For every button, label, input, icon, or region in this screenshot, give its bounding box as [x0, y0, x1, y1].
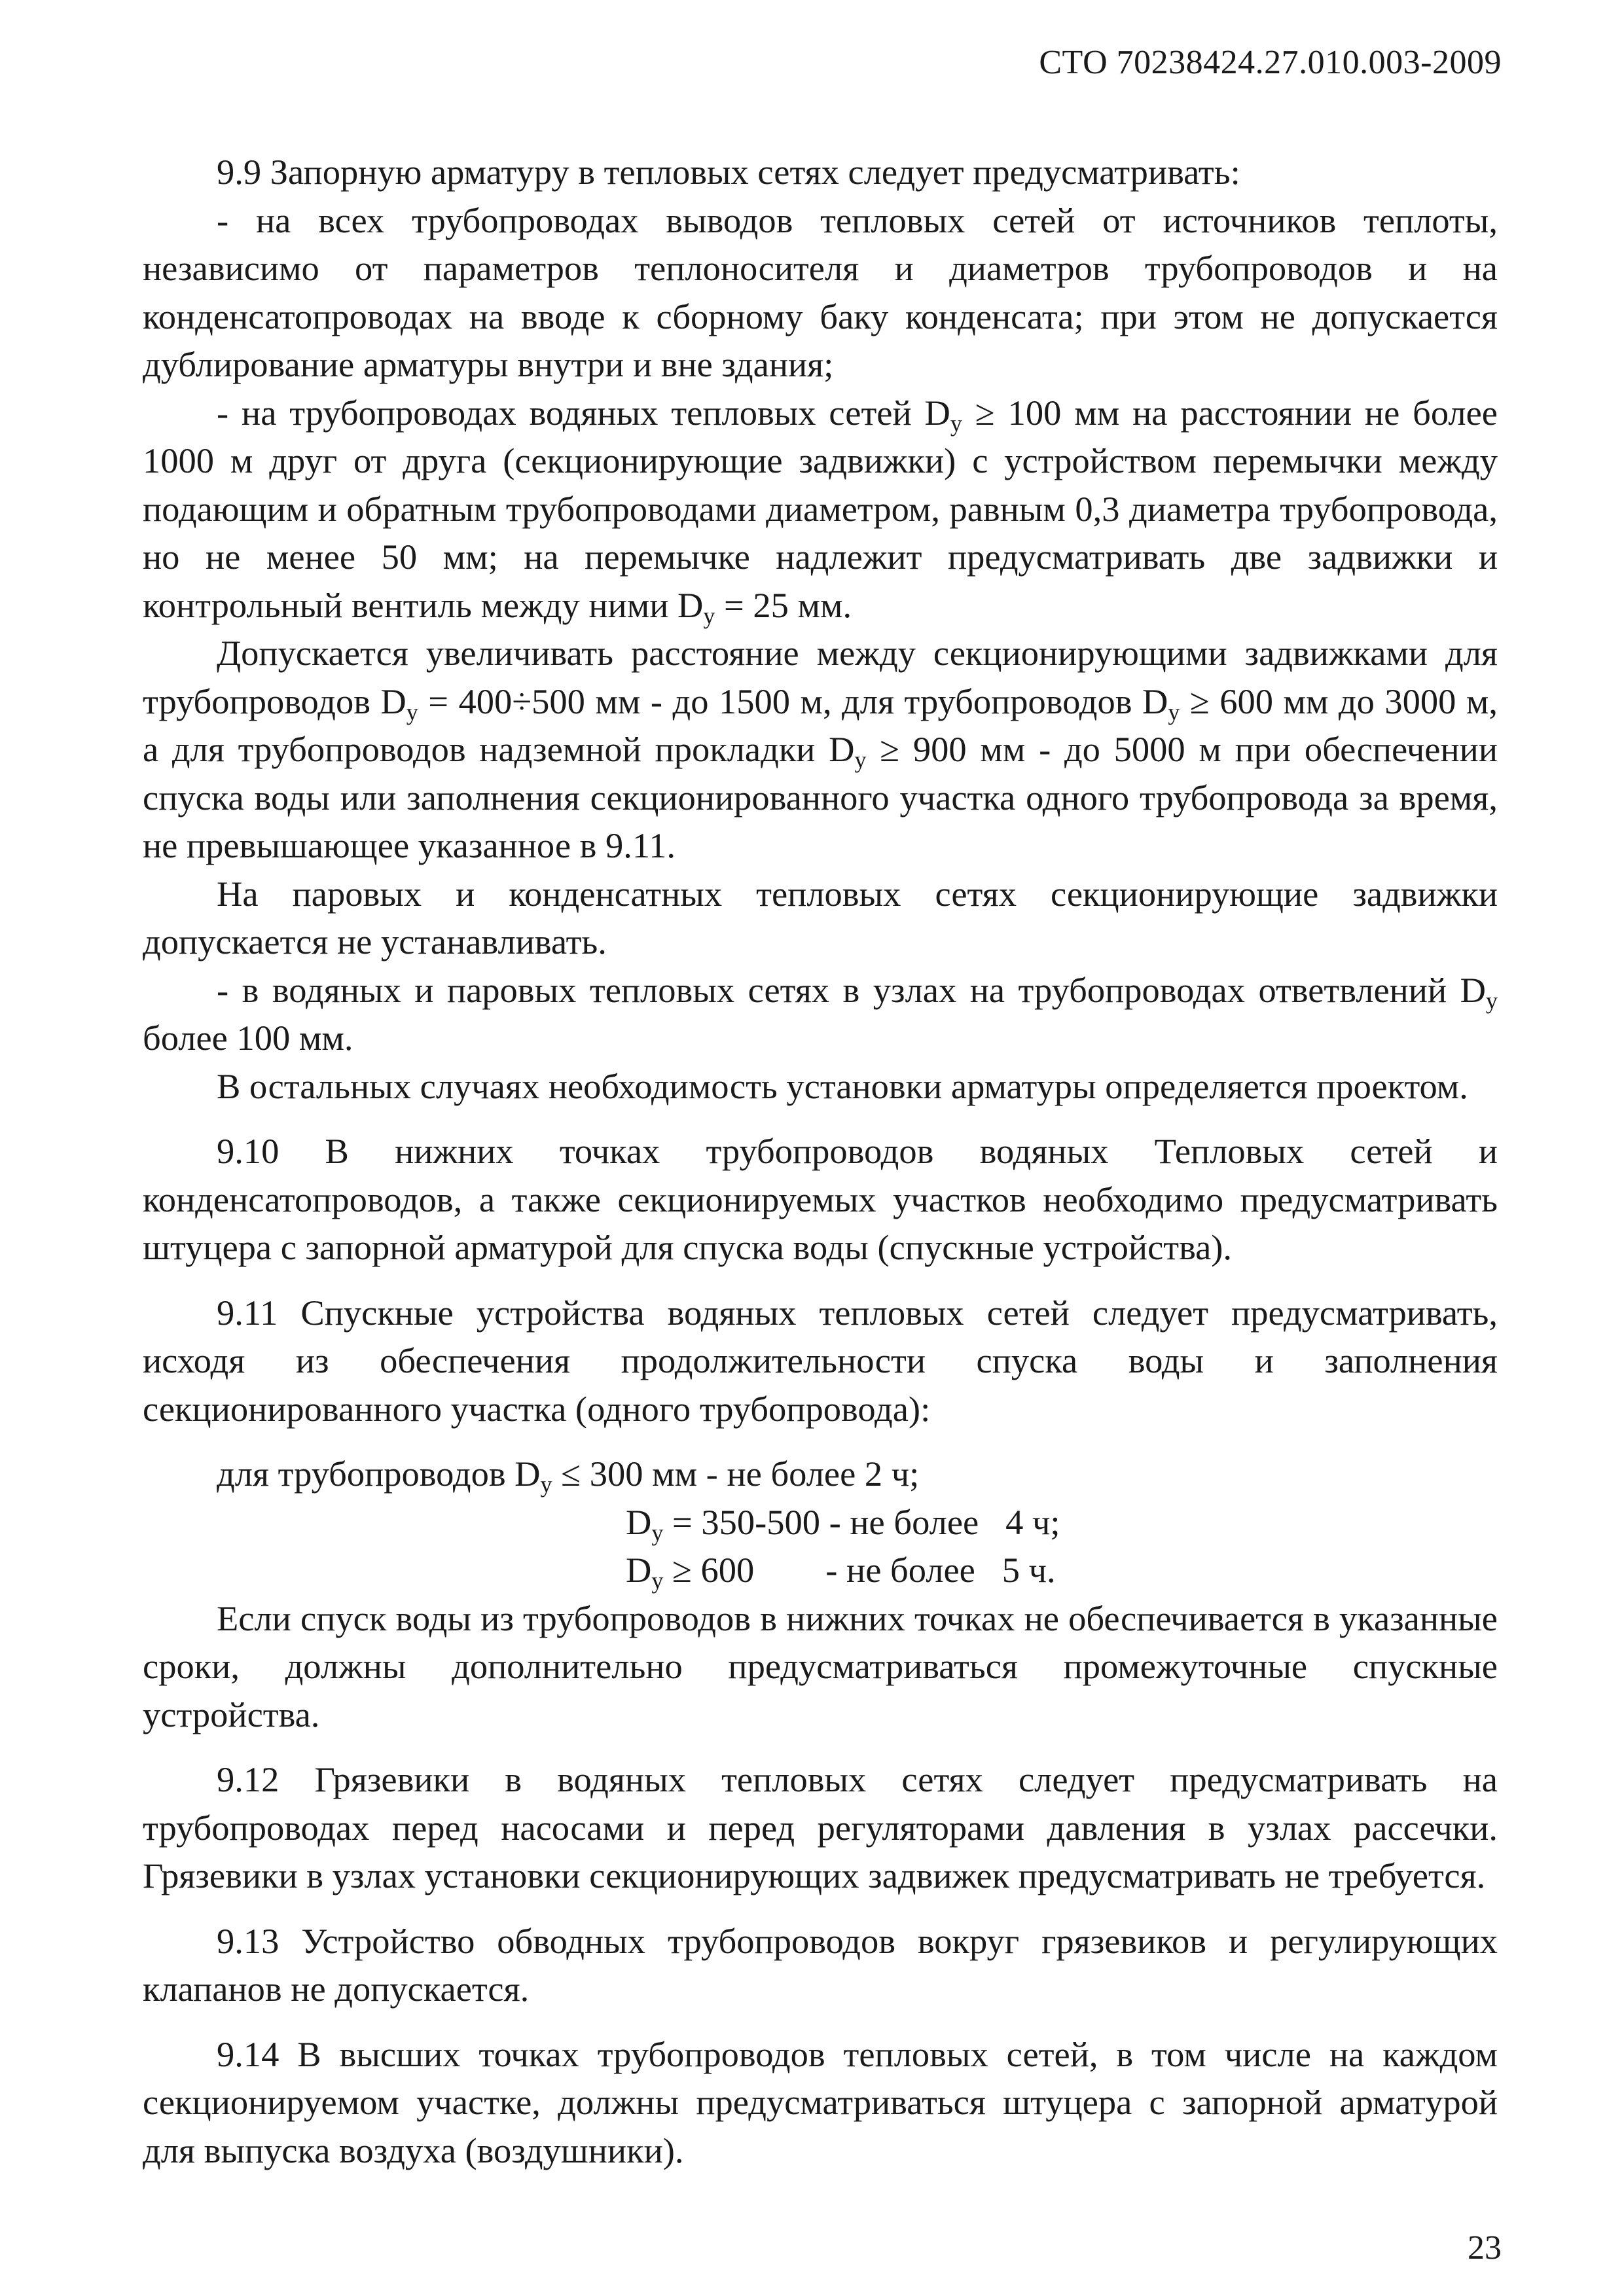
section-9-13: 9.13 Устройство обводных трубопроводов вокруг грязевиков и регулирующих клапанов не допускается. — [143, 1920, 1498, 2009]
section-9-9-title: 9.9 Запорную арматуру в тепловых сетях следует предусматривать: — [217, 152, 1240, 192]
subscript-y: у — [854, 747, 867, 774]
subscript-y: у — [651, 1568, 664, 1594]
text-segment: = 400÷500 мм - до 1500 м, для трубопроводов D — [418, 681, 1168, 721]
section-9-11: 9.11 Спускные устройства водяных тепловых сетей следует предусматривать, исходя из обеспечения продолжительности спуска воды и заполнения секционированного участка (одного трубопровода): — [143, 1292, 1498, 1429]
document-body — [143, 148, 1498, 2174]
text-segment: - на трубопроводах водяных тепловых сетей D — [217, 392, 950, 433]
subscript-y: у — [703, 602, 715, 629]
text-segment: - в водяных и паровых тепловых сетях в узлах на трубопроводах ответвлений D — [217, 969, 1486, 1010]
subscript-y: у — [1168, 698, 1180, 725]
text-segment: = 350-500 - не более 4 ч; — [663, 1501, 1060, 1542]
text-segment: D — [626, 1550, 652, 1590]
section-9-9-other-paragraph: В остальных случаях необходимость установки арматуры определяется проектом. — [217, 1066, 1468, 1106]
drain-time-row-3 — [143, 1546, 1498, 1594]
section-9-11-after: Если спуск воды из трубопроводов в нижних точках не обеспечивается в указанные сроки, должны дополнительно предусматриваться промежуточные спускные устройства. — [143, 1598, 1498, 1734]
text-segment: более 100 мм. — [143, 1018, 353, 1058]
document-code: СТО 70238424.27.010.003-2009 — [1039, 44, 1502, 81]
subscript-y: у — [651, 1519, 664, 1546]
drain-time-row-2 — [143, 1498, 1498, 1547]
subscript-y: у — [1486, 987, 1498, 1014]
page-number: 23 — [1468, 2229, 1502, 2267]
section-9-9-item-1: - на всех трубопроводах выводов тепловых сетей от источников теплоты, независимо от параметров теплоносителя и диаметров трубопроводов и на конденсатопроводах на вводе к сборному баку конденсата; при этом не допускается дублирование арматуры внутри и вне здания; — [143, 200, 1498, 384]
section-9-9-item-2 — [143, 389, 1498, 630]
subscript-y: у — [950, 410, 962, 437]
section-9-9-steam-paragraph: На паровых и конденсатных тепловых сетях секционирующие задвижки допускается не устанавливать. — [143, 873, 1498, 961]
text-segment: D — [626, 1501, 652, 1542]
text-segment: для трубопроводов D — [217, 1454, 541, 1494]
drain-time-row-1 — [143, 1450, 1498, 1498]
section-9-12: 9.12 Грязевики в водяных тепловых сетях следует предусматривать на трубопроводах перед насосами и перед регуляторами давления в узлах рассечки. Грязевики в узлах установки секционирующих задвижек предусматривать не требуется. — [143, 1759, 1498, 1895]
text-segment: ≥ 100 мм на расстоянии не более 1000 м друг от друга (секционирующие задвижки) с устройством перемычки между подающим и обратным трубопроводами диаметром, равным 0,3 диаметра трубопровода, но не менее 50 мм; на перемычке надлежит предусматривать две задвижки и контрольный вентиль между ними D — [143, 392, 1498, 625]
subscript-y: у — [540, 1471, 552, 1498]
section-9-14: 9.14 В высших точках трубопроводов тепловых сетей, в том числе на каждом секционируемом участке, должны предусматриваться штуцера с запорной арматурой для выпуска воздуха (воздушники). — [143, 2034, 1498, 2170]
section-9-9-allowed-paragraph — [143, 629, 1498, 870]
text-segment: ≥ 900 мм - до 5000 м при обеспечении спуска воды или заполнения секционированного участка одного трубопровода за время, не превышающее указанное в 9.11. — [143, 729, 1498, 865]
text-segment: ≥ 600 мм до 3000 м, а для трубопроводов надземной прокладки D — [143, 681, 1498, 769]
subscript-y: у — [406, 698, 418, 725]
text-segment: = 25 мм. — [715, 584, 852, 625]
text-segment: Допускается увеличивать расстояние между секционирующими задвижками для трубопроводов D — [143, 633, 1498, 721]
text-segment: ≤ 300 мм - не более 2 ч; — [552, 1454, 920, 1494]
text-segment: ≥ 600 - не более 5 ч. — [663, 1550, 1056, 1590]
section-9-9-item-3 — [143, 966, 1498, 1062]
section-9-10: 9.10 В нижних точках трубопроводов водяных Тепловых сетей и конденсатопроводов, а также секционируемых участков необходимо предусматривать штуцера с запорной арматурой для спуска воды (спускные устройства). — [143, 1131, 1498, 1267]
